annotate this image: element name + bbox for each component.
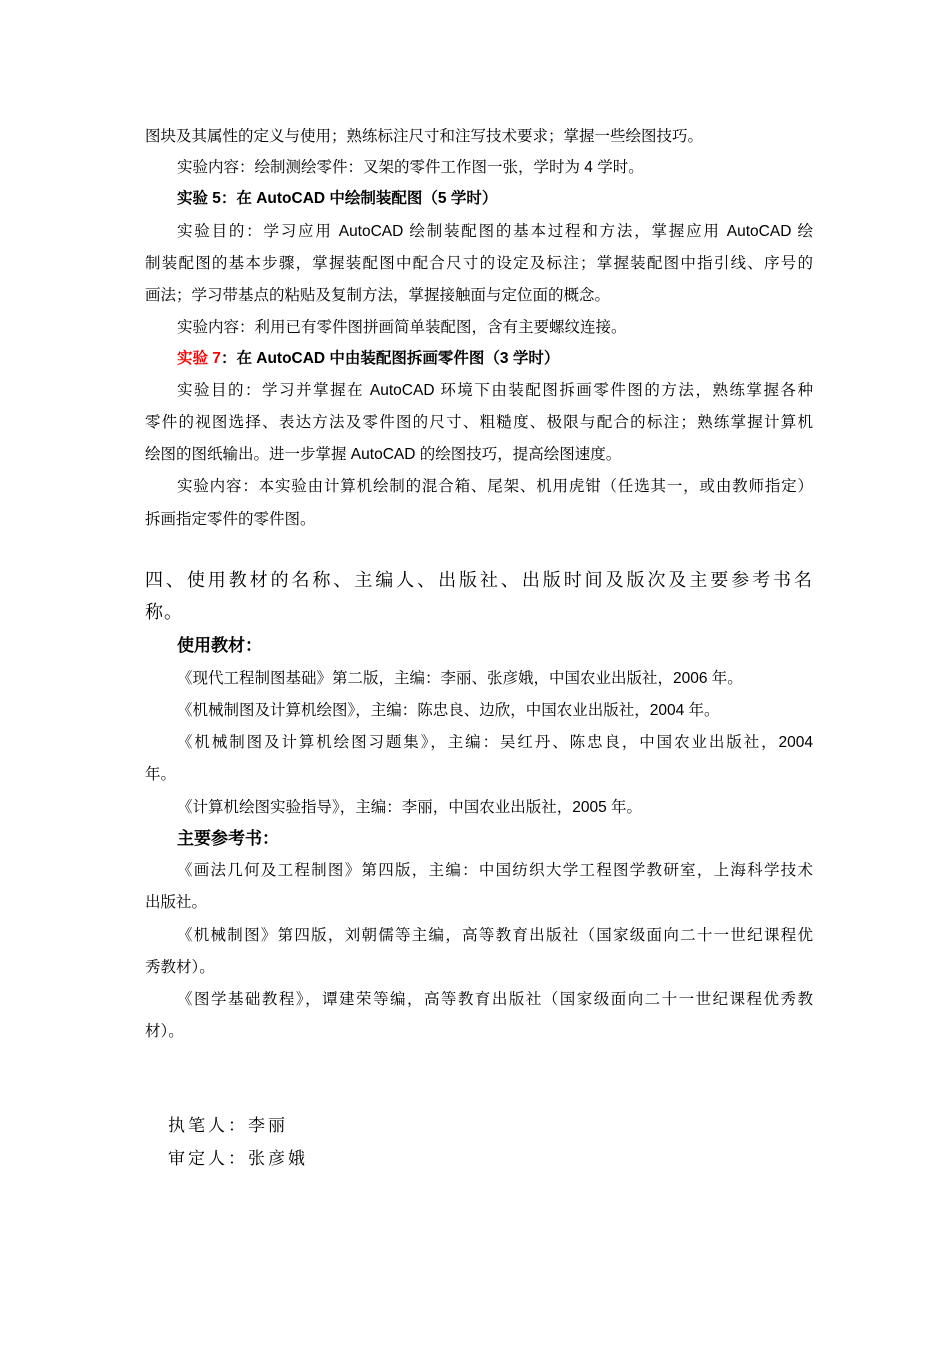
references-label: 主要参考书： <box>177 829 279 848</box>
reference-item-1-line2: 出版社。 <box>145 894 208 911</box>
experiment7-title-number: 实验 7 <box>177 350 221 367</box>
reference-item-3-line2: 材）。 <box>145 1023 184 1040</box>
experiment5-purpose-line1: 实验目的：学习应用 AutoCAD 绘制装配图的基本过程和方法，掌握应用 AutoCAD 绘 <box>177 223 813 240</box>
experiment7-title-text: ：在 AutoCAD 中由装配图拆画零件图（3 学时） <box>220 350 560 367</box>
experiment4-purpose-continuation: 图块及其属性的定义与使用；熟练标注尺寸和注写技术要求；掌握一些绘图技巧。 <box>145 128 704 145</box>
textbook-item-4: 《计算机绘图实验指导》，主编：李丽，中国农业出版社，2005 年。 <box>177 799 643 816</box>
section4-heading-line1: 四、使用教材的名称、主编人、出版社、出版时间及版次及主要参考书名 <box>145 570 813 591</box>
experiment7-purpose-line1: 实验目的：学习并掌握在 AutoCAD 环境下由装配图拆画零件图的方法，熟练掌握各种 <box>177 382 813 399</box>
textbook-item-3-line1: 《机械制图及计算机绘图习题集》，主编：吴红丹、陈忠良，中国农业出版社，2004 <box>177 734 813 751</box>
section4-heading-line2: 称。 <box>145 602 183 623</box>
textbooks-label: 使用教材： <box>177 636 262 655</box>
reference-item-1-line1: 《画法几何及工程制图》第四版，主编：中国纺织大学工程图学教研室，上海科学技术 <box>177 862 813 879</box>
experiment7-purpose-line3: 绘图的图纸输出。进一步掌握 AutoCAD 的绘图技巧，提高绘图速度。 <box>145 446 622 463</box>
experiment4-content: 实验内容：绘制测绘零件：叉架的零件工作图一张，学时为 4 学时。 <box>177 159 644 176</box>
experiment7-content-line1: 实验内容：本实验由计算机绘制的混合箱、尾架、机用虎钳（任选其一，或由教师指定） <box>177 478 813 495</box>
experiment5-purpose-line3: 画法；学习带基点的粘贴及复制方法，掌握接触面与定位面的概念。 <box>145 287 611 304</box>
textbook-item-3-line2: 年。 <box>145 766 177 783</box>
textbook-item-1: 《现代工程制图基础》第二版，主编：李丽、张彦娥，中国农业出版社，2006 年。 <box>177 670 743 687</box>
writer-signature: 执笔人：李丽 <box>168 1116 288 1136</box>
experiment7-content-line2: 拆画指定零件的零件图。 <box>145 511 316 528</box>
reference-item-2-line1: 《机械制图》第四版，刘朝儒等主编，高等教育出版社（国家级面向二十一世纪课程优 <box>177 927 813 944</box>
experiment7-title <box>177 348 813 370</box>
experiment5-content: 实验内容：利用已有零件图拼画简单装配图，含有主要螺纹连接。 <box>177 319 627 336</box>
reference-item-2-line2: 秀教材）。 <box>145 959 215 976</box>
reviewer-signature: 审定人：张彦娥 <box>168 1149 308 1169</box>
experiment5-purpose-line2: 制装配图的基本步骤，掌握装配图中配合尺寸的设定及标注；掌握装配图中指引线、序号的 <box>145 255 813 272</box>
reference-item-3-line1: 《图学基础教程》，谭建荣等编，高等教育出版社（国家级面向二十一世纪课程优秀教 <box>177 991 813 1008</box>
experiment7-purpose-line2: 零件的视图选择、表达方法及零件图的尺寸、粗糙度、极限与配合的标注；熟练掌握计算机 <box>145 414 813 431</box>
experiment5-title: 实验 5：在 AutoCAD 中绘制装配图（5 学时） <box>177 190 498 207</box>
textbook-item-2: 《机械制图及计算机绘图》，主编：陈忠良、边欣，中国农业出版社，2004 年。 <box>177 702 720 719</box>
